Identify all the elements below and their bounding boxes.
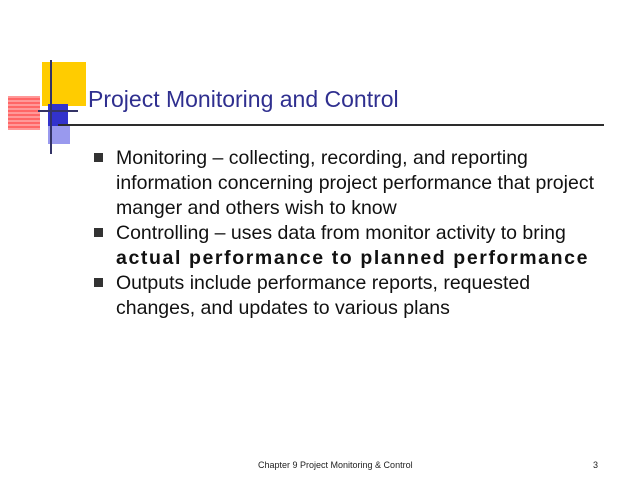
bullet-text bbox=[116, 221, 614, 271]
bullet-square-icon bbox=[94, 278, 103, 287]
bullet-text: Monitoring – collecting, recording, and reporting information concerning project performance that project manger and others wish to know bbox=[116, 147, 594, 219]
page-number: 3 bbox=[593, 460, 599, 470]
logo-vertical-line bbox=[50, 60, 52, 154]
bullet-square-icon bbox=[94, 228, 103, 237]
slide-footer bbox=[0, 457, 638, 473]
bullet-item bbox=[94, 221, 614, 271]
decorative-logo bbox=[0, 0, 100, 150]
bullet-item bbox=[94, 146, 614, 221]
logo-red-square bbox=[8, 96, 40, 130]
footer-caption: Chapter 9 Project Monitoring & Control bbox=[258, 460, 413, 470]
logo-horizontal-line bbox=[38, 110, 78, 112]
logo-yellow-square bbox=[42, 62, 86, 106]
bullet-list bbox=[94, 146, 614, 321]
title-divider bbox=[58, 124, 604, 126]
bullet-emphasis: actual performance to planned performance bbox=[116, 247, 590, 269]
slide-title: Project Monitoring and Control bbox=[88, 86, 399, 112]
bullet-text: Outputs include performance reports, requested changes, and updates to various plans bbox=[116, 272, 531, 319]
bullet-square-icon bbox=[94, 153, 103, 162]
bullet-item bbox=[94, 271, 614, 321]
bullet-prefix: Controlling – uses data from monitor activity to bring bbox=[116, 222, 566, 244]
